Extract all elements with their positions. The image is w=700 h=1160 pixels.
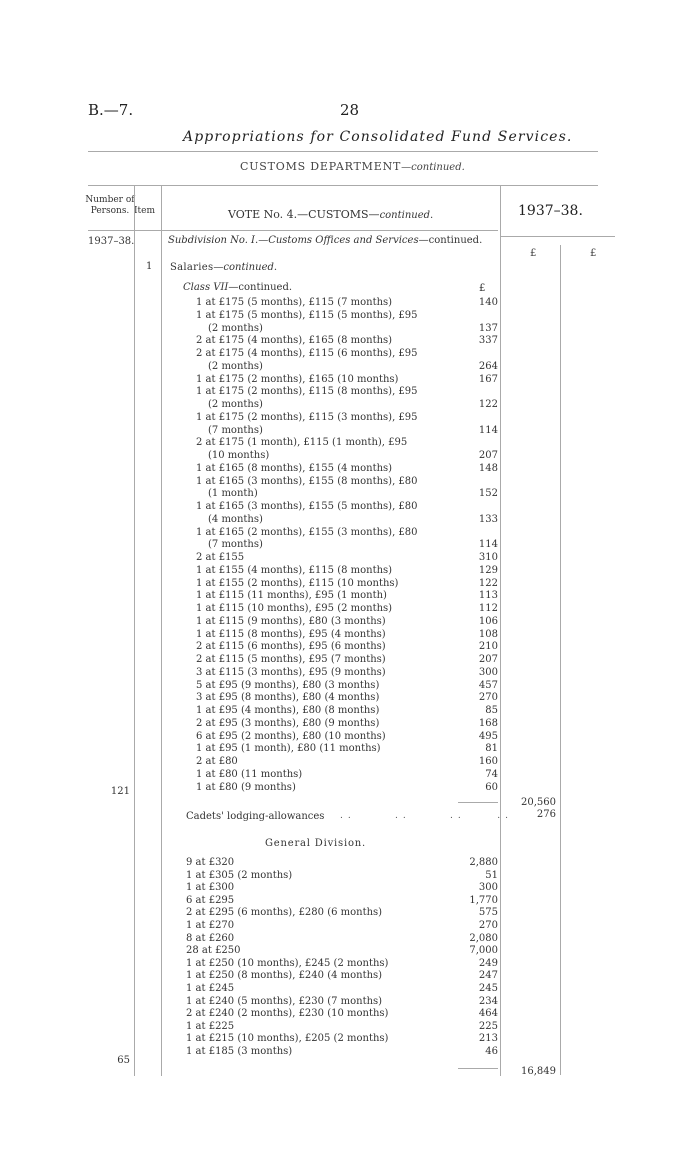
line-text: 1 at £80 (11 months) (196, 768, 303, 780)
line-text: 5 at £95 (9 months), £80 (3 months) (196, 679, 380, 691)
line-amount: 122 (478, 399, 498, 410)
line-amount: 270 (478, 920, 498, 931)
column-rule-item (161, 186, 162, 1076)
line-text: 1 at £215 (10 months), £205 (2 months) (186, 1033, 389, 1045)
line-text: 1 at £175 (2 months), £115 (3 months), £95 (196, 411, 418, 423)
line-text: 2 at £175 (1 month), £115 (1 month), £95 (196, 437, 408, 449)
subdivision-heading: Subdivision No. I.—Customs Offices and Services—continued. (168, 235, 483, 246)
class-vii-persons: 121 (110, 786, 130, 797)
line-amount: 213 (478, 1033, 498, 1045)
line-text: 6 at £295 (186, 894, 235, 906)
line-text: 1 at £165 (3 months), £155 (5 months), £80 (196, 501, 418, 512)
line-text: 1 at £270 (186, 920, 235, 931)
line-text: 2 at £115 (6 months), £95 (6 months) (196, 641, 386, 653)
line-text: 2 at £295 (6 months), £280 (6 months) (186, 907, 383, 919)
line-text: 1 at £115 (8 months), £95 (4 months) (196, 628, 386, 640)
line-amount: 464 (478, 1008, 498, 1020)
class-vii-heading: Class VII—continued. (183, 282, 293, 293)
line-text: 1 at £185 (3 months) (186, 1046, 293, 1057)
line-amount: 210 (478, 641, 498, 653)
line-text: 1 at £305 (2 months) (186, 869, 293, 881)
line-amount: 85 (485, 705, 498, 716)
line-text: 2 at £95 (3 months), £80 (9 months) (196, 717, 380, 729)
line-amount: 300 (478, 666, 498, 678)
line-amount: 137 (478, 322, 498, 334)
line-text: 1 at £245 (186, 983, 235, 994)
line-text: (2 months) (208, 322, 263, 334)
persons-year: 1937–38. (88, 236, 135, 247)
line-text: 1 at £250 (8 months), £240 (4 months) (186, 970, 383, 982)
general-division-heading: General Division. (265, 838, 367, 849)
line-text: 1 at £115 (9 months), £80 (3 months) (196, 615, 386, 627)
line-amount: 108 (478, 628, 498, 640)
table-top-rule (88, 185, 598, 186)
class-vii-total: 20,560 (521, 797, 556, 808)
amount-pound-symbol: £ (479, 283, 486, 294)
page-title: Appropriations for Consolidated Fund Services. (183, 129, 573, 145)
column-rule-amounts (500, 186, 501, 1076)
line-amount: 7,000 (469, 945, 498, 957)
line-amount: 300 (478, 882, 498, 894)
line-amount: 270 (478, 692, 498, 704)
class-vii-sum-rule (458, 802, 498, 803)
line-text: 1 at £175 (5 months), £115 (5 months), £95 (196, 309, 418, 321)
line-amount: 81 (485, 743, 498, 755)
line-amount: 207 (478, 654, 498, 665)
document-reference: B.—7. (88, 101, 134, 119)
line-text: (1 month) (208, 488, 258, 500)
line-text: 2 at £175 (4 months), £115 (6 months), £95 (196, 348, 418, 359)
line-text: 1 at £165 (3 months), £155 (8 months), £80 (196, 475, 418, 487)
line-text: 1 at £225 (186, 1020, 235, 1032)
line-amount: 337 (478, 335, 498, 347)
line-amount: 148 (478, 462, 498, 474)
line-text: 3 at £115 (3 months), £95 (9 months) (196, 666, 386, 678)
general-persons: 65 (117, 1055, 130, 1066)
line-amount: 495 (478, 730, 498, 742)
cadets-label: Cadets' lodging-allowances (186, 811, 325, 822)
line-text: 28 at £250 (186, 945, 241, 957)
line-amount: 129 (478, 564, 498, 576)
header-vote: VOTE No. 4.—CUSTOMS—continued. (228, 208, 434, 221)
line-text: (2 months) (208, 399, 263, 410)
line-text: 1 at £165 (8 months), £155 (4 months) (196, 462, 393, 474)
line-amount: 225 (478, 1020, 498, 1032)
line-text: (2 months) (208, 360, 263, 372)
line-amount: 133 (478, 513, 498, 525)
line-text: 9 at £320 (186, 857, 235, 868)
line-amount: 112 (478, 603, 498, 614)
column-rule-persons (134, 186, 135, 1076)
line-text: 1 at £155 (4 months), £115 (8 months) (196, 564, 393, 576)
year-header-rule (500, 236, 615, 237)
line-text: 1 at £155 (2 months), £115 (10 months) (196, 577, 399, 589)
line-amount: 234 (478, 995, 498, 1007)
line-text: 3 at £95 (8 months), £80 (4 months) (196, 692, 380, 704)
title-rule (88, 151, 598, 152)
header-persons: Number of Persons. (85, 195, 135, 216)
line-text: 1 at £95 (1 month), £80 (11 months) (196, 743, 381, 755)
line-text: 1 at £175 (2 months), £165 (10 months) (196, 373, 399, 385)
line-amount: 2,080 (469, 932, 498, 944)
cadets-total: 276 (536, 809, 556, 820)
line-text: 2 at £115 (5 months), £95 (7 months) (196, 654, 386, 665)
line-text: 2 at £80 (196, 756, 238, 767)
item-number: 1 (146, 261, 153, 272)
line-amount: 247 (478, 970, 498, 982)
line-amount: 51 (485, 869, 498, 881)
line-text: 1 at £115 (11 months), £95 (1 month) (196, 590, 387, 602)
line-amount: 114 (478, 539, 498, 551)
line-amount: 249 (478, 957, 498, 969)
header-bottom-rule (88, 230, 498, 231)
line-amount: 60 (485, 781, 498, 793)
pound-symbol-col1: £ (530, 248, 537, 259)
line-amount: 168 (478, 717, 498, 729)
line-text: 1 at £240 (5 months), £230 (7 months) (186, 995, 383, 1007)
line-text: 1 at £300 (186, 882, 235, 894)
column-rule-totals (560, 245, 561, 1075)
leader-dots: .. .. .. .. (340, 811, 513, 821)
line-text: 1 at £80 (9 months) (196, 781, 296, 793)
line-amount: 46 (485, 1046, 498, 1057)
line-text: (7 months) (208, 539, 263, 551)
line-text: 6 at £95 (2 months), £80 (10 months) (196, 730, 386, 742)
line-text: 1 at £175 (2 months), £115 (8 months), £95 (196, 386, 418, 398)
line-text: 2 at £155 (196, 552, 245, 563)
line-text: 1 at £115 (10 months), £95 (2 months) (196, 603, 393, 614)
line-text: 2 at £240 (2 months), £230 (10 months) (186, 1008, 389, 1020)
line-amount: 160 (478, 756, 498, 767)
line-amount: 106 (478, 615, 498, 627)
general-sum-rule (458, 1068, 498, 1069)
line-text: (4 months) (208, 513, 263, 525)
line-text: 1 at £165 (2 months), £155 (3 months), £80 (196, 526, 418, 538)
line-text: 8 at £260 (186, 932, 235, 944)
general-total: 16,849 (521, 1066, 556, 1077)
line-amount: 140 (478, 297, 498, 308)
line-amount: 207 (478, 450, 498, 461)
header-item: Item (134, 206, 156, 216)
line-amount: 113 (478, 590, 498, 602)
line-amount: 74 (485, 768, 498, 780)
page-number: 28 (340, 101, 360, 119)
line-amount: 457 (478, 679, 498, 691)
department-heading: CUSTOMS DEPARTMENT—continued. (240, 160, 465, 173)
line-amount: 167 (478, 373, 498, 385)
line-text: 2 at £175 (4 months), £165 (8 months) (196, 335, 393, 347)
header-year: 1937–38. (518, 203, 583, 219)
line-text: (10 months) (208, 450, 270, 461)
salaries-heading: Salaries—continued. (170, 262, 278, 273)
line-amount: 264 (478, 360, 498, 372)
pound-symbol-col2: £ (590, 248, 597, 259)
line-amount: 152 (478, 488, 498, 500)
line-amount: 114 (478, 424, 498, 436)
line-amount: 575 (478, 907, 498, 919)
line-amount: 2,880 (469, 857, 498, 868)
line-text: (7 months) (208, 424, 263, 436)
line-amount: 122 (478, 577, 498, 589)
line-text: 1 at £250 (10 months), £245 (2 months) (186, 957, 389, 969)
line-text: 1 at £175 (5 months), £115 (7 months) (196, 297, 393, 308)
line-amount: 245 (478, 983, 498, 994)
line-text: 1 at £95 (4 months), £80 (8 months) (196, 705, 380, 716)
line-amount: 1,770 (469, 894, 498, 906)
line-amount: 310 (478, 552, 498, 563)
